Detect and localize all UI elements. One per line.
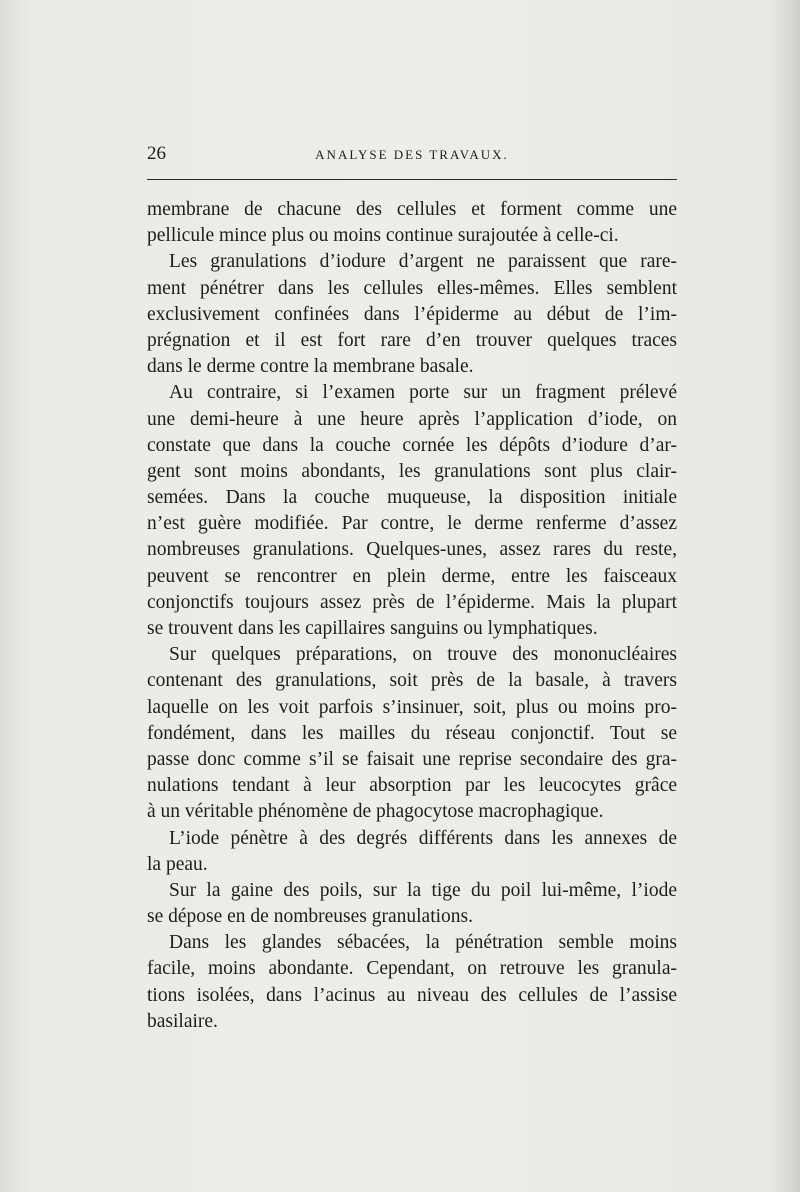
text-line: basilaire. xyxy=(147,1010,218,1032)
text-line: la peau. xyxy=(147,853,208,875)
text-line: Sur la gaine des poils, sur la tige du poil lui-même, l’iode xyxy=(169,879,677,901)
text-line: ment pénétrer dans les cellules elles-mêmes. Elles semblent xyxy=(147,277,677,299)
paragraph xyxy=(147,930,677,1035)
text-line: Les granulations d’iodure d’argent ne paraissent que rare- xyxy=(169,251,677,273)
paragraph xyxy=(147,878,677,930)
text-line: prégnation et il est fort rare d’en trouver quelques traces xyxy=(147,329,677,351)
text-line: Sur quelques préparations, on trouve des mononucléaires xyxy=(169,644,677,666)
text-line: nulations tendant à leur absorption par les leucocytes grâce xyxy=(147,775,677,797)
text-line: membrane de chacune des cellules et forment comme une xyxy=(147,199,677,220)
text-line: à un véritable phénomène de phagocytose macrophagique. xyxy=(147,801,604,823)
text-line: semées. Dans la couche muqueuse, la disposition initiale xyxy=(147,487,677,509)
text-line: nombreuses granulations. Quelques-unes, assez rares du reste, xyxy=(147,539,677,561)
text-line: passe donc comme s’il se faisait une reprise secondaire des gra- xyxy=(147,748,677,770)
text-line: constate que dans la couche cornée les dépôts d’iodure d’ar- xyxy=(147,434,677,456)
text-line: tions isolées, dans l’acinus au niveau des cellules de l’assise xyxy=(147,984,677,1006)
paragraph xyxy=(147,380,677,642)
text-line: dans le derme contre la membrane basale. xyxy=(147,356,474,378)
text-line: laquelle on les voit parfois s’insinuer, soit, plus ou moins pro- xyxy=(147,696,677,718)
header-rule xyxy=(147,179,677,180)
page-number: 26 xyxy=(147,143,166,164)
paragraph xyxy=(147,197,677,249)
text-line: se trouvent dans les capillaires sanguins ou lymphatiques. xyxy=(147,618,598,639)
text-line: Au contraire, si l’examen porte sur un fragment prélevé xyxy=(169,382,677,404)
text-line: peuvent se rencontrer en plein derme, entre les faisceaux xyxy=(147,565,677,587)
text-line: exclusivement confinées dans l’épiderme au début de l’im- xyxy=(147,303,677,325)
paragraph xyxy=(147,642,677,825)
text-line: pellicule mince plus ou moins continue surajoutée à celle-ci. xyxy=(147,225,619,247)
text-line: se dépose en de nombreuses granulations. xyxy=(147,906,473,928)
text-line: une demi-heure à une heure après l’application d’iode, on xyxy=(147,408,677,430)
text-line: n’est guère modifiée. Par contre, le derme renferme d’assez xyxy=(147,513,677,535)
running-head: ANALYSE DES TRAVAUX. xyxy=(315,147,509,162)
paragraph xyxy=(147,826,677,878)
text-line: Dans les glandes sébacées, la pénétration semble moins xyxy=(169,932,677,954)
text-line: fondément, dans les mailles du réseau conjonctif. Tout se xyxy=(147,722,677,744)
text-line: gent sont moins abondants, les granulations sont plus clair- xyxy=(147,460,677,482)
body-text xyxy=(147,197,677,1035)
text-line: contenant des granulations, soit près de la basale, à travers xyxy=(147,670,677,692)
text-line: facile, moins abondante. Cependant, on retrouve les granula- xyxy=(147,958,677,980)
page-header xyxy=(147,143,677,165)
paragraph xyxy=(147,249,677,380)
text-line: conjonctifs toujours assez près de l’épiderme. Mais la plupart xyxy=(147,591,677,613)
text-line: L’iode pénètre à des degrés différents dans les annexes de xyxy=(169,827,677,849)
